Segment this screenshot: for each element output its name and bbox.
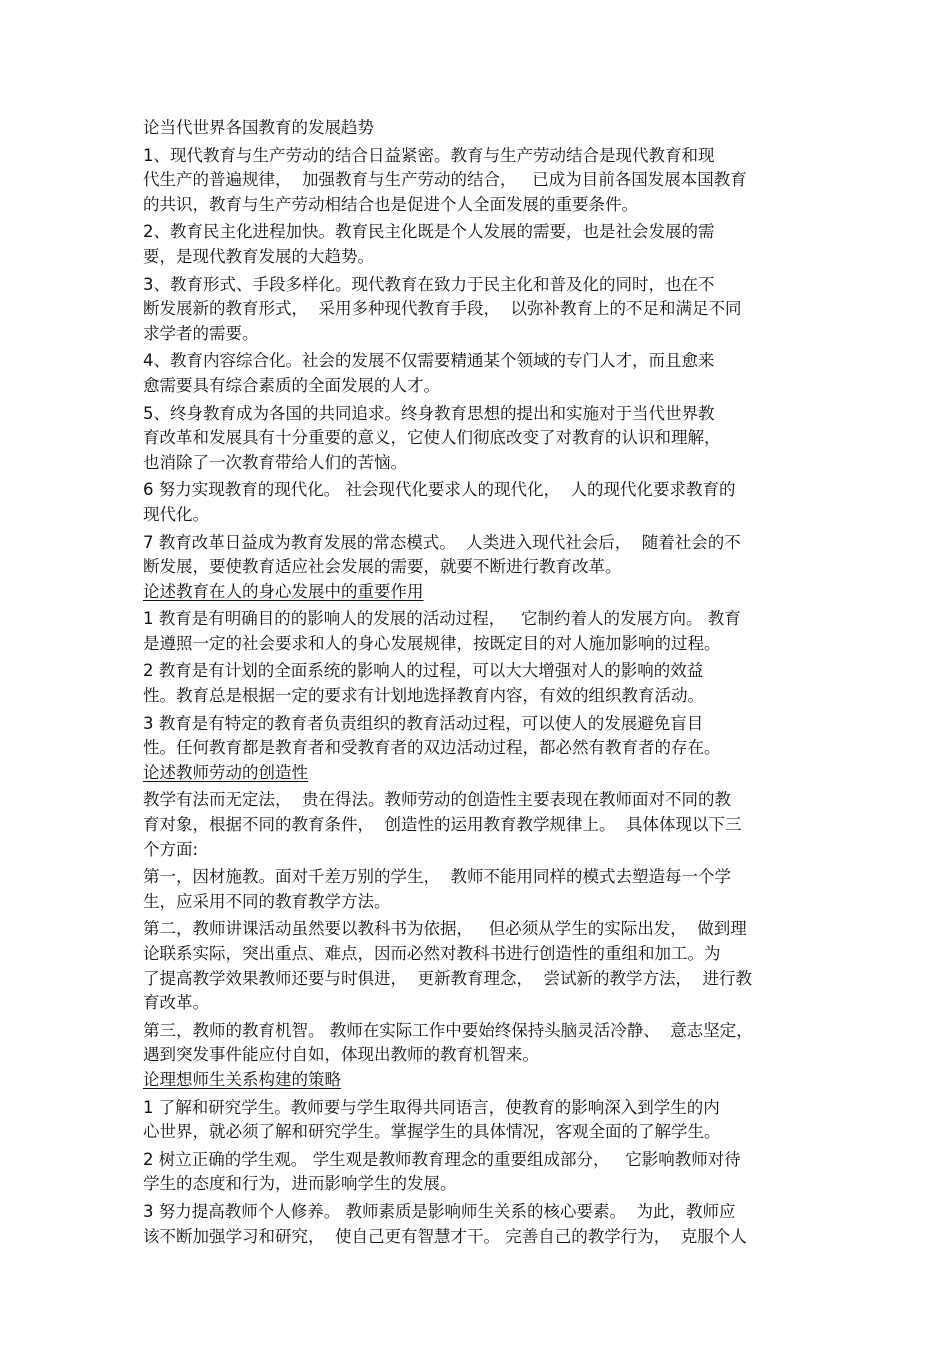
- paragraph-line: 是遵照一定的社会要求和人的身心发展规律，按既定目的对人施加影响的过程。: [143, 633, 721, 653]
- document-body: [143, 116, 808, 1249]
- paragraph-line: 第二，教师讲课活动虽然要以教科书为依据， 但必须从学生的实际出发， 做到理: [143, 919, 747, 939]
- paragraph-line: 要，是现代教育发展的大趋势。: [143, 246, 374, 266]
- paragraph-line: 该不断加强学习和研究， 使自己更有智慧才干。 完善自己的教学行为， 克服个人: [143, 1226, 747, 1246]
- section-heading-education-role: 论述教育在人的身心发展中的重要作用: [143, 581, 424, 601]
- paragraph-line: 遇到突发事件能应付自如，体现出教师的教育机智来。: [143, 1045, 539, 1065]
- paragraph: [143, 220, 808, 269]
- paragraph: [143, 712, 808, 761]
- paragraph-line: 性。任何教育都是教育者和受教育者的双边活动过程，都必然有教育者的存在。: [143, 738, 721, 758]
- paragraph: [143, 865, 808, 914]
- paragraph: [143, 917, 808, 1015]
- paragraph-line: 3 努力提高教师个人修养。 教师素质是影响师生关系的核心要素。 为此，教师应: [143, 1201, 736, 1221]
- section-trends: [143, 144, 808, 580]
- paragraph-line: 1 教育是有明确目的的影响人的发展的活动过程， 它制约着人的发展方向。 教育: [143, 609, 741, 629]
- paragraph-line: 育改革。: [143, 993, 209, 1013]
- paragraph: [143, 1200, 808, 1249]
- paragraph-line: 2 教育是有计划的全面系统的影响人的过程，可以大大增强对人的影响的效益: [143, 661, 704, 681]
- paragraph: [143, 1019, 808, 1068]
- paragraph-line: 的共识，教育与生产劳动相结合也是促进个人全面发展的重要条件。: [143, 194, 638, 214]
- paragraph: [143, 144, 808, 218]
- paragraph: [143, 402, 808, 476]
- paragraph-line: 个方面:: [143, 839, 199, 859]
- paragraph-line: 育对象，根据不同的教育条件， 创造性的运用教育教学规律上。 具体体现以下三: [143, 815, 742, 835]
- paragraph-line: 1 了解和研究学生。教师要与学生取得共同语言，使教育的影响深入到学生的内: [143, 1097, 720, 1117]
- section-heading-teacher-creativity: 论述教师劳动的创造性: [143, 762, 308, 782]
- paragraph: [143, 659, 808, 708]
- section-teacher-creativity: [143, 788, 808, 1068]
- paragraph: [143, 273, 808, 347]
- paragraph-line: 断发展，要使教育适应社会发展的需要，就要不断进行教育改革。: [143, 557, 622, 577]
- paragraph-line: 2、教育民主化进程加快。教育民主化既是个人发展的需要，也是社会发展的需: [143, 222, 715, 242]
- paragraph-line: 生，应采用不同的教育教学方法。: [143, 891, 391, 911]
- paragraph-line: 5、终身教育成为各国的共同追求。终身教育思想的提出和实施对于当代世界教: [143, 403, 715, 423]
- document-title: 论当代世界各国教育的发展趋势: [143, 118, 374, 137]
- paragraph-line: 6 努力实现教育的现代化。 社会现代化要求人的现代化， 人的现代化要求教育的: [143, 480, 736, 500]
- paragraph-line: 3、教育形式、手段多样化。现代教育在致力于民主化和普及化的同时，也在不: [143, 274, 715, 294]
- paragraph: [143, 1148, 808, 1197]
- paragraph-line: 7 教育改革日益成为教育发展的常态模式。 人类进入现代社会后， 随着社会的不: [143, 532, 741, 552]
- paragraph: [143, 607, 808, 656]
- paragraph-line: 2 树立正确的学生观。 学生观是教师教育理念的重要组成部分， 它影响教师对待: [143, 1149, 741, 1169]
- paragraph: [143, 349, 808, 398]
- paragraph-line: 现代化。: [143, 504, 209, 524]
- paragraph-line: 了提高教学效果教师还要与时俱进， 更新教育理念， 尝试新的教学方法， 进行教: [143, 968, 752, 988]
- paragraph-line: 第一，因材施教。面对千差万别的学生， 教师不能用同样的模式去塑造每一个学: [143, 867, 731, 887]
- paragraph-line: 性。教育总是根据一定的要求有计划地选择教育内容，有效的组织教育活动。: [143, 686, 704, 706]
- paragraph-line: 也消除了一次教育带给人们的苦恼。: [143, 452, 407, 472]
- paragraph-line: 3 教育是有特定的教育者负责组织的教育活动过程，可以使人的发展避免盲目: [143, 713, 704, 733]
- paragraph-line: 教学有法而无定法， 贵在得法。教师劳动的创造性主要表现在教师面对不同的教: [143, 790, 731, 810]
- paragraph-line: 4、教育内容综合化。社会的发展不仅需要精通某个领域的专门人才，而且愈来: [143, 351, 715, 371]
- paragraph-line: 愈需要具有综合素质的全面发展的人才。: [143, 375, 440, 395]
- paragraph: [143, 1096, 808, 1145]
- paragraph-line: 1、现代教育与生产劳动的结合日益紧密。教育与生产劳动结合是现代教育和现: [143, 145, 715, 165]
- paragraph: [143, 478, 808, 527]
- paragraph-line: 学生的态度和行为，进而影响学生的发展。: [143, 1174, 457, 1194]
- paragraph-line: 代生产的普遍规律， 加强教育与生产劳动的结合， 已成为目前各国发展本国教育: [143, 170, 747, 190]
- section-heading-teacher-student: 论理想师生关系构建的策略: [143, 1069, 341, 1089]
- paragraph: [143, 788, 808, 862]
- paragraph-line: 心世界，就必须了解和研究学生。掌握学生的具体情况，客观全面的了解学生。: [143, 1122, 721, 1142]
- paragraph-line: 第三，教师的教育机智。 教师在实际工作中要始终保持头脑灵活冷静、 意志坚定，: [143, 1020, 753, 1040]
- paragraph-line: 育改革和发展具有十分重要的意义，它使人们彻底改变了对教育的认识和理解，: [143, 428, 721, 448]
- paragraph-line: 论联系实际，突出重点、难点，因而必然对教科书进行创造性的重组和加工。为: [143, 944, 721, 963]
- paragraph-line: 断发展新的教育形式， 采用多种现代教育手段， 以弥补教育上的不足和满足不同: [143, 299, 742, 319]
- section-teacher-student: [143, 1096, 808, 1250]
- section-education-role: [143, 607, 808, 761]
- paragraph-line: 求学者的需要。: [143, 323, 259, 343]
- paragraph: [143, 531, 808, 580]
